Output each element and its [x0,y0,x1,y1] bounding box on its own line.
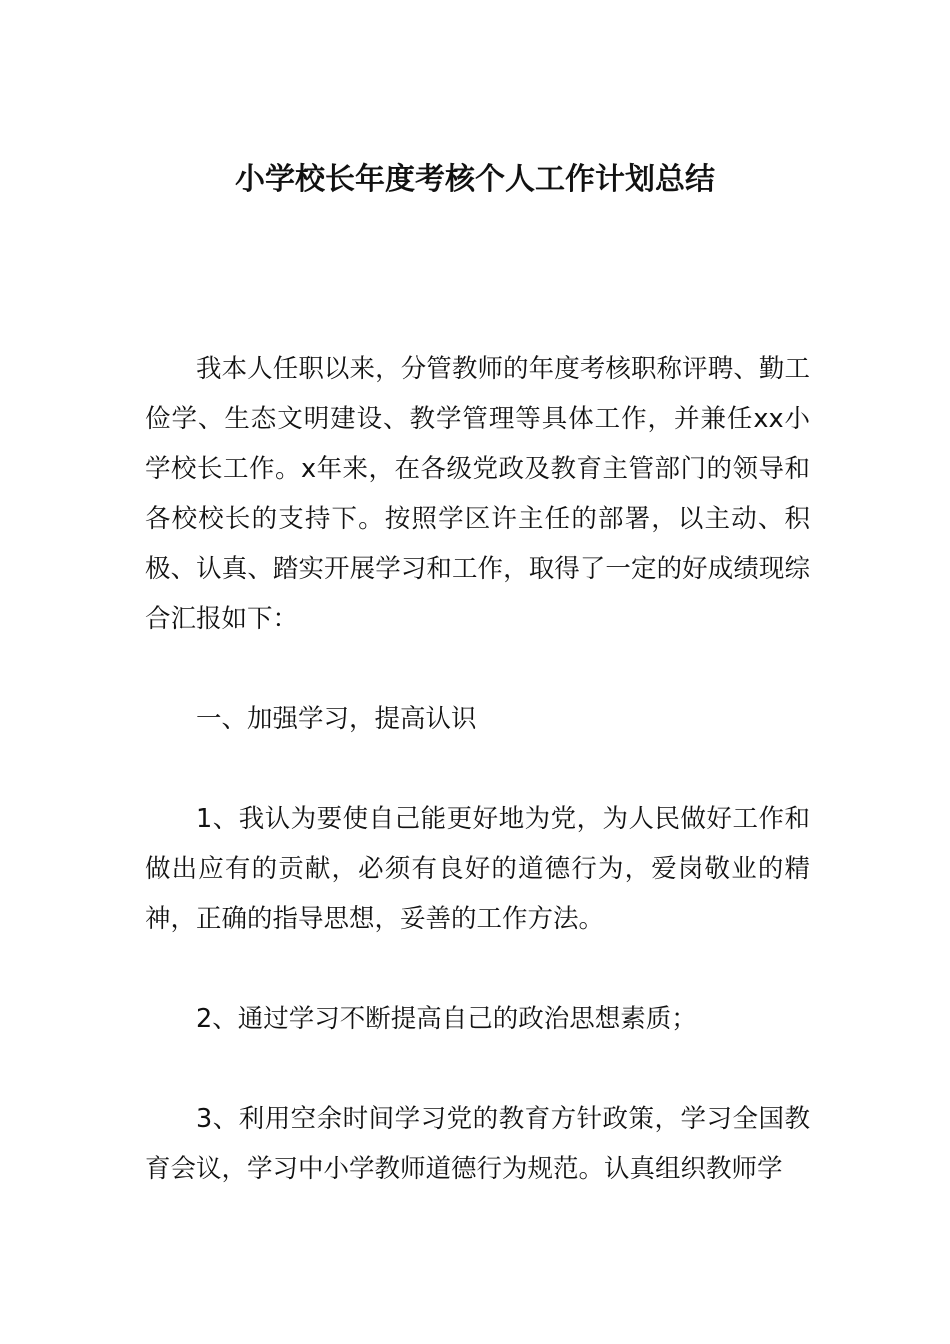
list-item-3: 3、利用空余时间学习党的教育方针政策，学习全国教育会议，学习中小学教师道德行为规范。认真组织教师学 [145,1104,810,1184]
intro-paragraph: 我本人任职以来，分管教师的年度考核职称评聘、勤工俭学、生态文明建设、教学管理等具体工作，并兼任xx小学校长工作。x年来，在各级党政及教育主管部门的领导和各校校长的支持下。按照学区许主任的部署，以主动、积极、认真、踏实开展学习和工作，取得了一定的好成绩现综合汇报如下： [145,354,810,634]
list-item-1: 1、我认为要使自己能更好地为党，为人民做好工作和做出应有的贡献，必须有良好的道德行为，爱岗敬业的精神，正确的指导思想，妥善的工作方法。 [145,804,810,934]
list-item-2: 2、通过学习不断提高自己的政治思想素质； [196,1004,697,1034]
section-heading-1: 一、加强学习，提高认识 [196,704,477,734]
document-title: 小学校长年度考核个人工作计划总结 [235,162,715,197]
